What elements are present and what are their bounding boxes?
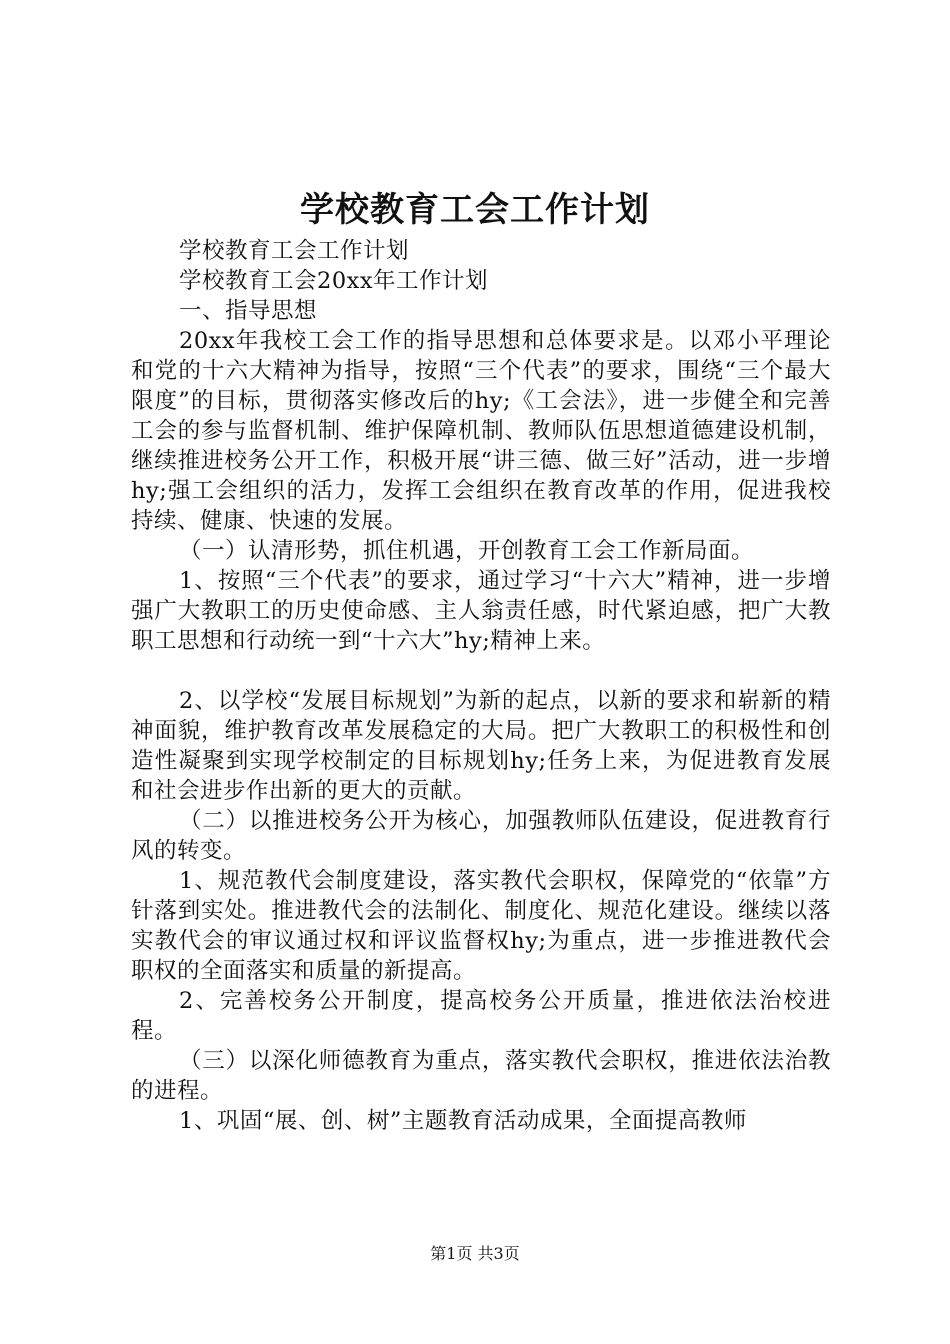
list-item-2-2: 2、完善校务公开制度，提高校务公开质量，推进依法治校进程。 (131, 988, 831, 1044)
document-title: 学校教育工会工作计划 (300, 190, 650, 230)
blank-line (131, 656, 831, 686)
subsection-heading-2: （二）以推进校务公开为核心，加强教师队伍建设，促进教育行风的转变。 (131, 808, 831, 864)
page-number-footer: 第1页 共3页 (430, 1244, 520, 1263)
list-item-2-1: 1、规范教代会制度建设，落实教代会职权，保障党的“依靠”方针落到实处。推进教代会的法制化、制度化、规范化建设。继续以落实教代会的审议通过权和评议监督权hy;为重点，进一步推进教代会职权的全面落实和质量的新提高。 (131, 868, 831, 984)
subsection-heading-1: （一）认清形势，抓住机遇，开创教育工会工作新局面。 (179, 538, 755, 564)
subsection-heading-3: （三）以深化师德教育为重点，落实教代会职权，推进依法治教的进程。 (131, 1048, 831, 1104)
paragraph-subtitle: 学校教育工会工作计划 (179, 238, 410, 264)
paragraph-guiding-ideology: 20xx年我校工会工作的指导思想和总体要求是。以邓小平理论和党的十六大精神为指导，按照“三个代表”的要求，围绕“三个最大限度”的目标，贯彻落实修改后的hy;《工会法》，进一步健全和完善工会的参与监督机制、维护保障机制、教师队伍思想道德建设机制，继续推进校务公开工作，积极开展“讲三德、做三好”活动，进一步增hy;强工会组织的活力，发挥工会组织在教育改革的作用，促进我校持续、健康、快速的发展。 (131, 328, 831, 534)
list-item-3-1: 1、巩固“展、创、树”主题教育活动成果，全面提高教师 (179, 1108, 747, 1134)
paragraph-plan-heading: 学校教育工会20xx年工作计划 (179, 268, 489, 294)
section-heading-guiding-ideology: 一、指导思想 (179, 298, 318, 324)
list-item-1-2: 2、以学校“发展目标规划”为新的起点，以新的要求和崭新的精神面貌，维护教育改革发展稳定的大局。把广大教职工的积极性和创造性凝聚到实现学校制定的目标规划hy;任务上来，为促进教育发展和社会进步作出新的更大的贡献。 (131, 688, 831, 804)
list-item-1-1: 1、按照“三个代表”的要求，通过学习“十六大”精神，进一步增强广大教职工的历史使命感、主人翁责任感，时代紧迫感，把广大教职工思想和行动统一到“十六大”hy;精神上来。 (131, 568, 831, 654)
document-body (131, 236, 831, 1136)
